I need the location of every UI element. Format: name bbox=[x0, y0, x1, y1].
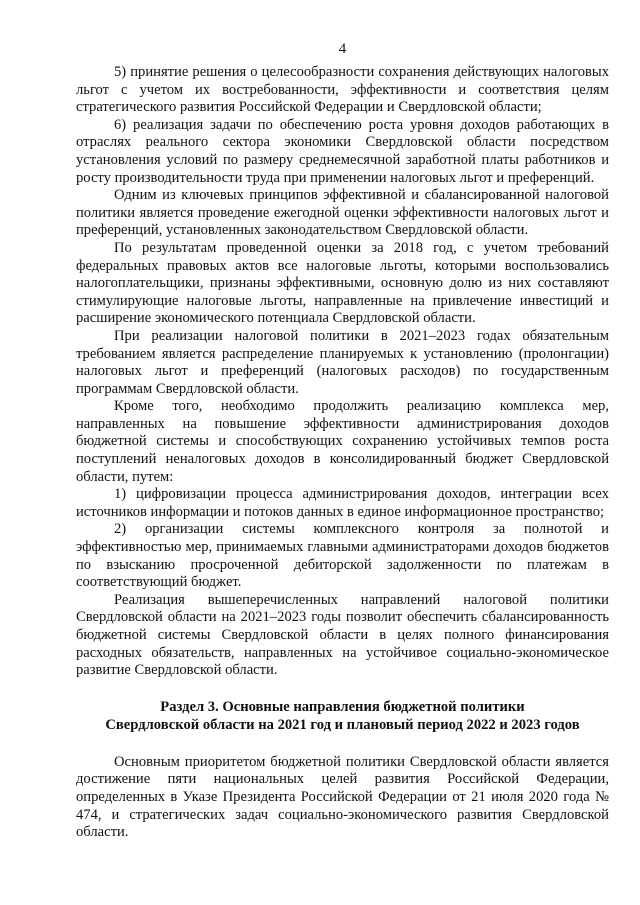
paragraph-measures-intro: Кроме того, необходимо продолжить реализацию комплекса мер, направленных на повышение эффективности администрирования доходов бюджетной системы и способствующих сохранению устойчивых темпов роста поступлений неналоговых доходов в консолидированный бюджет Свердловской области, путем: bbox=[76, 398, 609, 485]
paragraph-measure-digitalization: 1) цифровизации процесса администрирования доходов, интеграции всех источников информации и потоков данных в единое информационное пространство; bbox=[76, 486, 609, 520]
paragraph-assessment-results: По результатам проведенной оценки за 2018 год, с учетом требований федеральных правовых актов все налоговые льготы, которыми воспользовались налогоплательщики, признаны эффективными, основную долю из них составляют стимулирующие налоговые льготы, направленные на привлечение инвестиций и расширение экономического потенциала Свердловской области. bbox=[76, 239, 609, 327]
paragraph-measure-control: 2) организации системы комплексного контроля за полнотой и эффективностью мер, принимаемых главными администраторами доходов бюджетов по взысканию просроченной дебиторской задолженности по платежам в соответствующий бюджет. bbox=[76, 521, 609, 591]
page-number: 4 bbox=[338, 41, 347, 57]
paragraph-item-5: 5) принятие решения о целесообразности сохранения действующих налоговых льгот с учетом их востребованности, эффективности и соответствия целям стратегического развития Российской Федерации и Свердловской области; bbox=[76, 64, 609, 116]
section-heading bbox=[76, 698, 609, 734]
paragraph-tax-expenses: При реализации налоговой политики в 2021–2023 годах обязательным требованием является распределение планируемых к установлению (пролонгации) налоговых льгот и преференций (налоговых расходов) по государственным программам Свердловской области. bbox=[76, 327, 609, 397]
section-heading-line-1: Раздел 3. Основные направления бюджетной политики bbox=[160, 698, 525, 715]
paragraph-budget-priority: Основным приоритетом бюджетной политики Свердловской области является достижение пяти национальных целей развития Российской Федерации, определенных в Указе Президента Российской Федерации от 21 июля 2020 года № 474, и стратегических задач социально-экономического развития Свердловской области. bbox=[76, 753, 609, 841]
paragraph-conclusion: Реализация вышеперечисленных направлений налоговой политики Свердловской области на 2021–2023 годы позволит обеспечить сбалансированность бюджетной системы Свердловской области в целях полного финансирования расходных обязательств, направленных на устойчивое социально-экономическое развитие Свердловской области. bbox=[76, 591, 609, 679]
paragraph-item-6: 6) реализация задачи по обеспечению роста уровня доходов работающих в отраслях реального сектора экономики Свердловской области посредством установления условий по размеру среднемесячной заработной платы работников и росту производительности труда при применении налоговых льгот и преференций. bbox=[76, 116, 609, 186]
document-page bbox=[76, 40, 609, 842]
section-heading-line-2: Свердловской области на 2021 год и плановый период 2022 и 2023 годов bbox=[105, 716, 580, 733]
paragraph-principles: Одним из ключевых принципов эффективной и сбалансированной налоговой политики является проведение ежегодной оценки эффективности налоговых льгот и преференций, установленных законодательством Свердловской области. bbox=[76, 187, 609, 239]
